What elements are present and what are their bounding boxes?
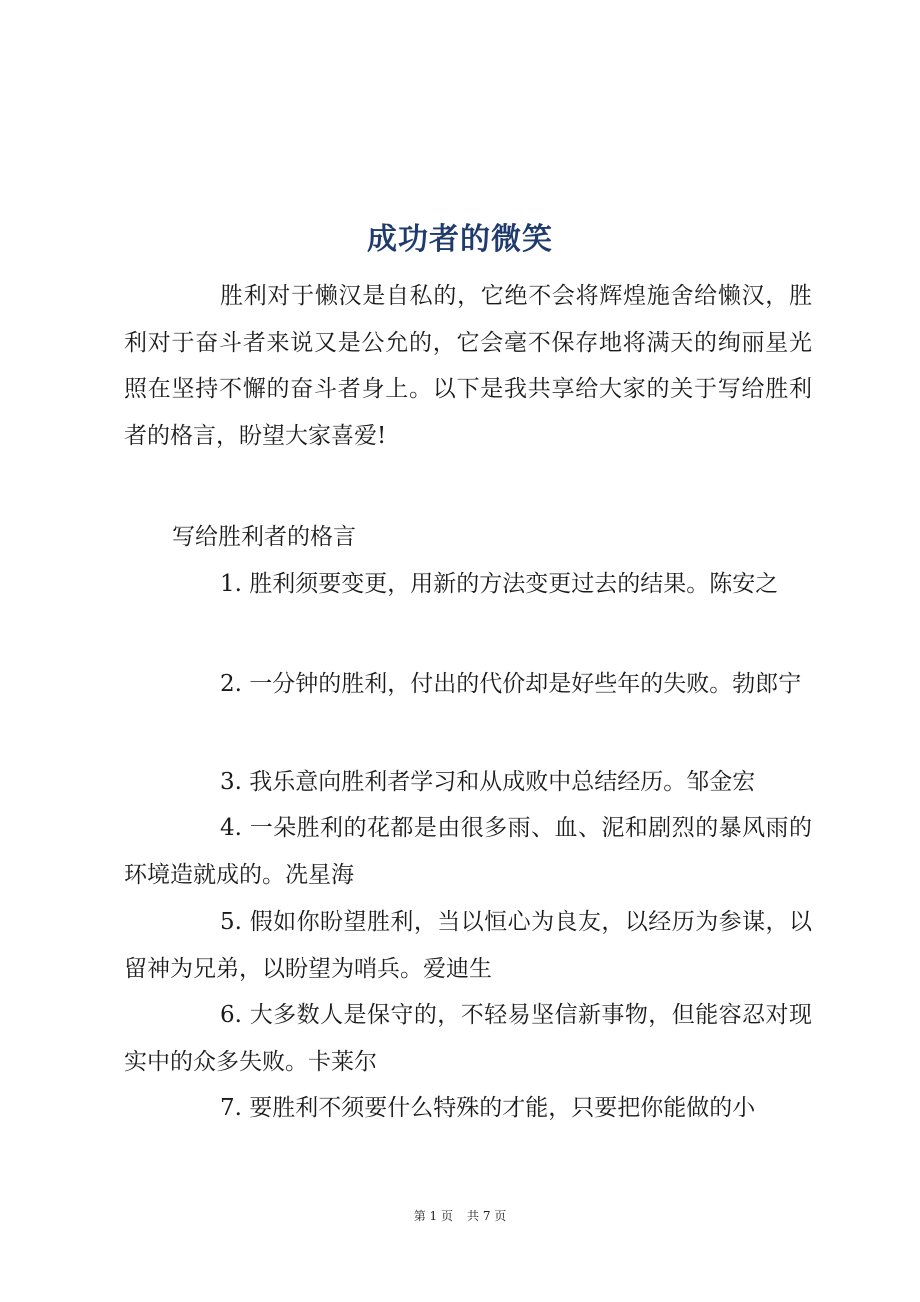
quote-item-7: 7. 要胜利不须要什么特殊的才能，只要把你能做的小: [220, 1095, 756, 1121]
page-number: 第 1 页: [413, 1209, 453, 1223]
quote-item-4: 4. 一朵胜利的花都是由很多雨、血、泥和剧烈的暴风雨的环境造就成的。冼星海: [124, 815, 812, 888]
page-total: 共 7 页: [467, 1209, 507, 1223]
page-footer: [0, 1206, 920, 1226]
quote-item-2: 2. 一分钟的胜利，付出的代价却是好些年的失败。勃郎宁: [220, 671, 802, 697]
quote-item-1: 1. 胜利须要变更，用新的方法变更过去的结果。陈安之: [220, 571, 779, 597]
quote-item-3: 3. 我乐意向胜利者学习和从成败中总结经历。邹金宏: [220, 769, 756, 795]
intro-paragraph: 胜利对于懒汉是自私的，它绝不会将辉煌施舍给懒汉，胜利对于奋斗者来说又是公允的，它会毫不保存地将满天的绚丽星光照在坚持不懈的奋斗者身上。以下是我共享给大家的关于写给胜利者的格言，盼望大家喜爱!: [124, 283, 812, 449]
page-title: 成功者的微笑: [367, 222, 553, 258]
section-heading: 写给胜利者的格言: [172, 524, 356, 550]
quote-item-6: 6. 大多数人是保守的，不轻易坚信新事物，但能容忍对现实中的众多失败。卡莱尔: [124, 1002, 812, 1075]
quote-item-5: 5. 假如你盼望胜利，当以恒心为良友，以经历为参谋，以留神为兄弟，以盼望为哨兵。爱迪生: [124, 909, 812, 982]
